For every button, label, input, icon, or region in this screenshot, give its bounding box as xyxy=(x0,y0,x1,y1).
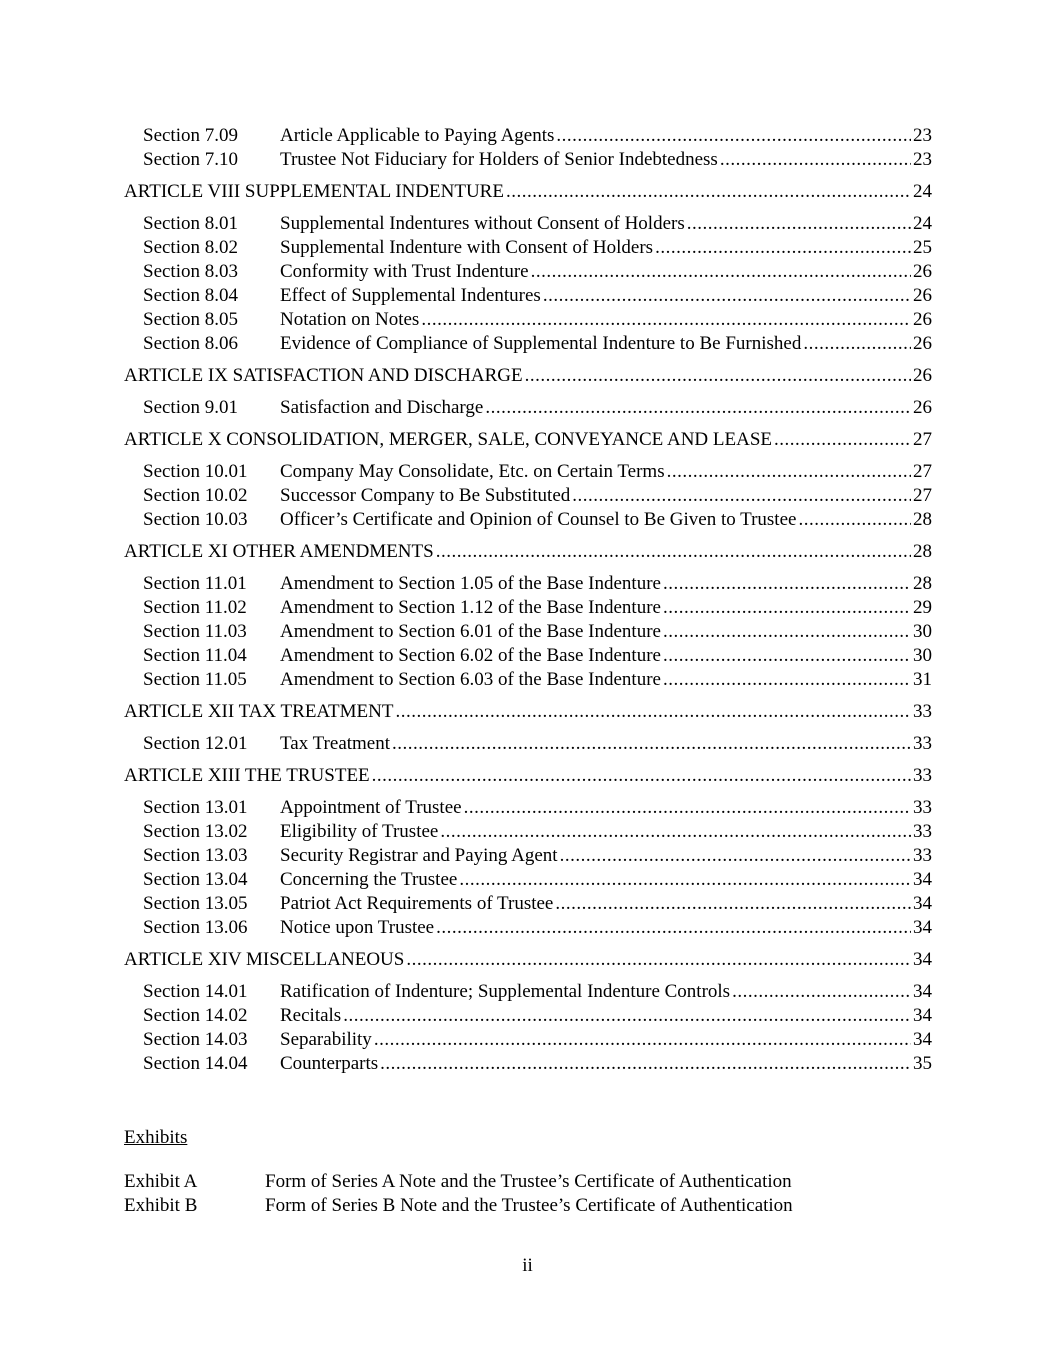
entry-body xyxy=(280,1004,932,1028)
toc-section-entry xyxy=(124,1052,932,1076)
entry-body xyxy=(124,428,932,452)
toc-section-entry xyxy=(124,396,932,420)
dot-leader xyxy=(720,148,911,172)
dot-leader xyxy=(395,700,911,724)
page-reference: 27 xyxy=(913,429,932,450)
dot-leader xyxy=(436,916,911,940)
toc-section-entry xyxy=(124,572,932,596)
page-reference: 33 xyxy=(913,797,932,818)
entry-body xyxy=(280,820,932,844)
entry-body xyxy=(280,732,932,756)
article-title: ARTICLE XI OTHER AMENDMENTS xyxy=(124,541,434,562)
section-number: Section 13.01 xyxy=(143,797,248,818)
dot-leader xyxy=(663,572,911,596)
dot-leader xyxy=(732,980,911,1004)
section-title: Article Applicable to Paying Agents xyxy=(280,125,555,146)
exhibit-title: Form of Series A Note and the Trustee’s Certificate of Authentication xyxy=(265,1171,792,1192)
article-title: ARTICLE XIII THE TRUSTEE xyxy=(124,765,370,786)
dot-leader xyxy=(440,820,911,844)
page-reference: 29 xyxy=(913,597,932,618)
toc-section-entry xyxy=(124,236,932,260)
page-reference: 23 xyxy=(913,149,932,170)
dot-leader xyxy=(556,124,911,148)
entry-body xyxy=(280,892,932,916)
page-reference: 31 xyxy=(913,669,932,690)
entry-body xyxy=(280,332,932,356)
toc-article-entry xyxy=(124,420,932,452)
section-title: Supplemental Indenture with Consent of Holders xyxy=(280,237,654,258)
entry-body xyxy=(280,124,932,148)
toc-article-entry xyxy=(124,940,932,972)
section-number: Section 11.01 xyxy=(143,573,247,594)
section-title: Amendment to Section 1.05 of the Base Indenture xyxy=(280,573,661,594)
entry-body xyxy=(280,916,932,940)
toc-section-entry xyxy=(124,460,932,484)
page-reference: 26 xyxy=(913,365,932,386)
section-number: Section 8.05 xyxy=(143,309,238,330)
toc-section-entry xyxy=(124,868,932,892)
section-number: Section 14.04 xyxy=(143,1053,248,1074)
page-reference: 27 xyxy=(913,461,932,482)
dot-leader xyxy=(464,796,911,820)
toc-article-entry xyxy=(124,532,932,564)
section-title: Concerning the Trustee xyxy=(280,869,458,890)
dot-leader xyxy=(372,764,911,788)
toc-section-entry xyxy=(124,620,932,644)
page-reference: 35 xyxy=(913,1053,932,1074)
toc-article-entry xyxy=(124,692,932,724)
page-reference: 34 xyxy=(913,1005,932,1026)
exhibit-title: Form of Series B Note and the Trustee’s Certificate of Authentication xyxy=(265,1195,793,1216)
dot-leader xyxy=(436,540,911,564)
exhibit-label: Exhibit A xyxy=(124,1171,198,1192)
section-number: Section 8.01 xyxy=(143,213,238,234)
section-title: Trustee Not Fiduciary for Holders of Senior Indebtedness xyxy=(280,149,718,170)
toc-section-entry xyxy=(124,260,932,284)
dot-leader xyxy=(663,596,911,620)
section-number: Section 11.03 xyxy=(143,621,247,642)
page-reference: 26 xyxy=(913,333,932,354)
entry-body xyxy=(280,212,932,236)
page-reference: 26 xyxy=(913,309,932,330)
section-number: Section 7.10 xyxy=(143,149,238,170)
toc-section-entry xyxy=(124,1028,932,1052)
section-number: Section 8.06 xyxy=(143,333,238,354)
entry-body xyxy=(280,484,932,508)
section-number: Section 13.02 xyxy=(143,821,248,842)
section-title: Conformity with Trust Indenture xyxy=(280,261,529,282)
section-title: Officer’s Certificate and Opinion of Counsel to Be Given to Trustee xyxy=(280,509,797,530)
section-title: Eligibility of Trustee xyxy=(280,821,439,842)
toc-section-entry xyxy=(124,980,932,1004)
section-title: Security Registrar and Paying Agent xyxy=(280,845,558,866)
dot-leader xyxy=(380,1052,911,1076)
toc-section-entry xyxy=(124,508,932,532)
section-title: Appointment of Trustee xyxy=(280,797,462,818)
dot-leader xyxy=(667,460,911,484)
dot-leader xyxy=(392,732,911,756)
page-number: ii xyxy=(522,1255,533,1276)
section-number: Section 10.03 xyxy=(143,509,248,530)
dot-leader xyxy=(803,332,911,356)
article-title: ARTICLE XIV MISCELLANEOUS xyxy=(124,949,405,970)
section-title: Amendment to Section 6.01 of the Base Indenture xyxy=(280,621,661,642)
toc-section-entry xyxy=(124,212,932,236)
section-number: Section 13.04 xyxy=(143,869,248,890)
page-reference: 23 xyxy=(913,125,932,146)
section-title: Counterparts xyxy=(280,1053,379,1074)
toc-section-entry xyxy=(124,916,932,940)
page-reference: 33 xyxy=(913,845,932,866)
dot-leader xyxy=(663,668,911,692)
entry-body xyxy=(280,1028,932,1052)
page-reference: 34 xyxy=(913,949,932,970)
section-title: Amendment to Section 6.03 of the Base Indenture xyxy=(280,669,661,690)
article-title: ARTICLE IX SATISFACTION AND DISCHARGE xyxy=(124,365,523,386)
entry-body xyxy=(280,260,932,284)
entry-body xyxy=(124,540,932,564)
section-number: Section 13.05 xyxy=(143,893,248,914)
page-reference: 33 xyxy=(913,701,932,722)
section-number: Section 7.09 xyxy=(143,125,238,146)
section-number: Section 14.02 xyxy=(143,1005,248,1026)
section-number: Section 11.02 xyxy=(143,597,247,618)
dot-leader xyxy=(525,364,911,388)
section-title: Evidence of Compliance of Supplemental Indenture to Be Furnished xyxy=(280,333,802,354)
section-title: Tax Treatment xyxy=(280,733,391,754)
entry-body xyxy=(280,284,932,308)
entry-body xyxy=(124,948,932,972)
article-title: ARTICLE X CONSOLIDATION, MERGER, SALE, CONVEYANCE AND LEASE xyxy=(124,429,773,450)
dot-leader xyxy=(560,844,911,868)
entry-body xyxy=(124,180,932,204)
dot-leader xyxy=(421,308,911,332)
section-title: Separability xyxy=(280,1029,372,1050)
dot-leader xyxy=(485,396,911,420)
page-reference: 26 xyxy=(913,397,932,418)
page-reference: 33 xyxy=(913,765,932,786)
page-reference: 26 xyxy=(913,285,932,306)
toc-article-entry xyxy=(124,756,932,788)
toc-section-entry xyxy=(124,596,932,620)
section-title: Company May Consolidate, Etc. on Certain Terms xyxy=(280,461,665,482)
entry-body xyxy=(280,668,932,692)
section-title: Notice upon Trustee xyxy=(280,917,435,938)
toc-section-entry xyxy=(124,668,932,692)
section-number: Section 12.01 xyxy=(143,733,248,754)
section-number: Section 8.04 xyxy=(143,285,238,306)
exhibits-heading: Exhibits xyxy=(124,1127,188,1148)
entry-body xyxy=(280,148,932,172)
toc-section-entry xyxy=(124,796,932,820)
page-reference: 25 xyxy=(913,237,932,258)
entry-body xyxy=(280,460,932,484)
page-reference: 33 xyxy=(913,821,932,842)
dot-leader xyxy=(374,1028,911,1052)
section-number: Section 10.02 xyxy=(143,485,248,506)
page-reference: 34 xyxy=(913,917,932,938)
section-number: Section 14.01 xyxy=(143,981,248,1002)
dot-leader xyxy=(572,484,911,508)
section-title: Satisfaction and Discharge xyxy=(280,397,484,418)
entry-body xyxy=(280,308,932,332)
entry-body xyxy=(280,236,932,260)
page-reference: 28 xyxy=(913,541,932,562)
toc-section-entry xyxy=(124,844,932,868)
entry-body xyxy=(280,396,932,420)
exhibit-item xyxy=(124,1194,932,1218)
toc-section-entry xyxy=(124,484,932,508)
dot-leader xyxy=(531,260,911,284)
toc-section-entry xyxy=(124,820,932,844)
section-number: Section 9.01 xyxy=(143,397,238,418)
page-reference: 34 xyxy=(913,1029,932,1050)
section-title: Notation on Notes xyxy=(280,309,420,330)
toc-section-entry xyxy=(124,892,932,916)
entry-body xyxy=(280,796,932,820)
page-reference: 30 xyxy=(913,621,932,642)
toc-article-entry xyxy=(124,356,932,388)
section-number: Section 11.04 xyxy=(143,645,247,666)
entry-body xyxy=(280,980,932,1004)
toc-section-entry xyxy=(124,148,932,172)
page-reference: 34 xyxy=(913,893,932,914)
section-number: Section 8.02 xyxy=(143,237,238,258)
page-reference: 28 xyxy=(913,509,932,530)
dot-leader xyxy=(655,236,911,260)
section-title: Ratification of Indenture; Supplemental Indenture Controls xyxy=(280,981,731,1002)
page-reference: 24 xyxy=(913,213,932,234)
entry-body xyxy=(280,572,932,596)
section-number: Section 11.05 xyxy=(143,669,247,690)
entry-body xyxy=(280,596,932,620)
toc-section-entry xyxy=(124,644,932,668)
dot-leader xyxy=(343,1004,911,1028)
page-reference: 27 xyxy=(913,485,932,506)
section-number: Section 13.06 xyxy=(143,917,248,938)
entry-body xyxy=(280,620,932,644)
article-title: ARTICLE VIII SUPPLEMENTAL INDENTURE xyxy=(124,181,504,202)
exhibits-section xyxy=(124,1126,932,1218)
section-title: Effect of Supplemental Indentures xyxy=(280,285,541,306)
section-title: Recitals xyxy=(280,1005,342,1026)
toc-section-entry xyxy=(124,732,932,756)
section-title: Patriot Act Requirements of Trustee xyxy=(280,893,554,914)
section-title: Amendment to Section 6.02 of the Base Indenture xyxy=(280,645,661,666)
article-title: ARTICLE XII TAX TREATMENT xyxy=(124,701,394,722)
dot-leader xyxy=(798,508,911,532)
entry-body xyxy=(124,700,932,724)
toc-article-entry xyxy=(124,172,932,204)
toc-section-entry xyxy=(124,332,932,356)
entry-body xyxy=(124,364,932,388)
dot-leader xyxy=(555,892,911,916)
page-reference: 34 xyxy=(913,869,932,890)
section-number: Section 10.01 xyxy=(143,461,248,482)
toc-section-entry xyxy=(124,284,932,308)
entry-body xyxy=(280,644,932,668)
exhibit-label: Exhibit B xyxy=(124,1195,198,1216)
page-reference: 28 xyxy=(913,573,932,594)
page-reference: 30 xyxy=(913,645,932,666)
exhibit-item xyxy=(124,1170,932,1194)
section-title: Amendment to Section 1.12 of the Base Indenture xyxy=(280,597,661,618)
section-number: Section 13.03 xyxy=(143,845,248,866)
dot-leader xyxy=(406,948,911,972)
section-number: Section 8.03 xyxy=(143,261,238,282)
toc-section-entry xyxy=(124,308,932,332)
dot-leader xyxy=(459,868,911,892)
entry-body xyxy=(280,844,932,868)
page-reference: 34 xyxy=(913,981,932,1002)
entry-body xyxy=(280,508,932,532)
page-reference: 33 xyxy=(913,733,932,754)
entry-body xyxy=(280,868,932,892)
toc-section-entry xyxy=(124,124,932,148)
section-title: Successor Company to Be Substituted xyxy=(280,485,571,506)
dot-leader xyxy=(687,212,911,236)
entry-body xyxy=(124,764,932,788)
section-title: Supplemental Indentures without Consent of Holders xyxy=(280,213,685,234)
entry-body xyxy=(280,1052,932,1076)
page-reference: 26 xyxy=(913,261,932,282)
dot-leader xyxy=(663,620,911,644)
dot-leader xyxy=(774,428,911,452)
dot-leader xyxy=(506,180,911,204)
page-reference: 24 xyxy=(913,181,932,202)
dot-leader xyxy=(543,284,911,308)
table-of-contents xyxy=(124,124,932,1076)
section-number: Section 14.03 xyxy=(143,1029,248,1050)
dot-leader xyxy=(663,644,911,668)
toc-section-entry xyxy=(124,1004,932,1028)
